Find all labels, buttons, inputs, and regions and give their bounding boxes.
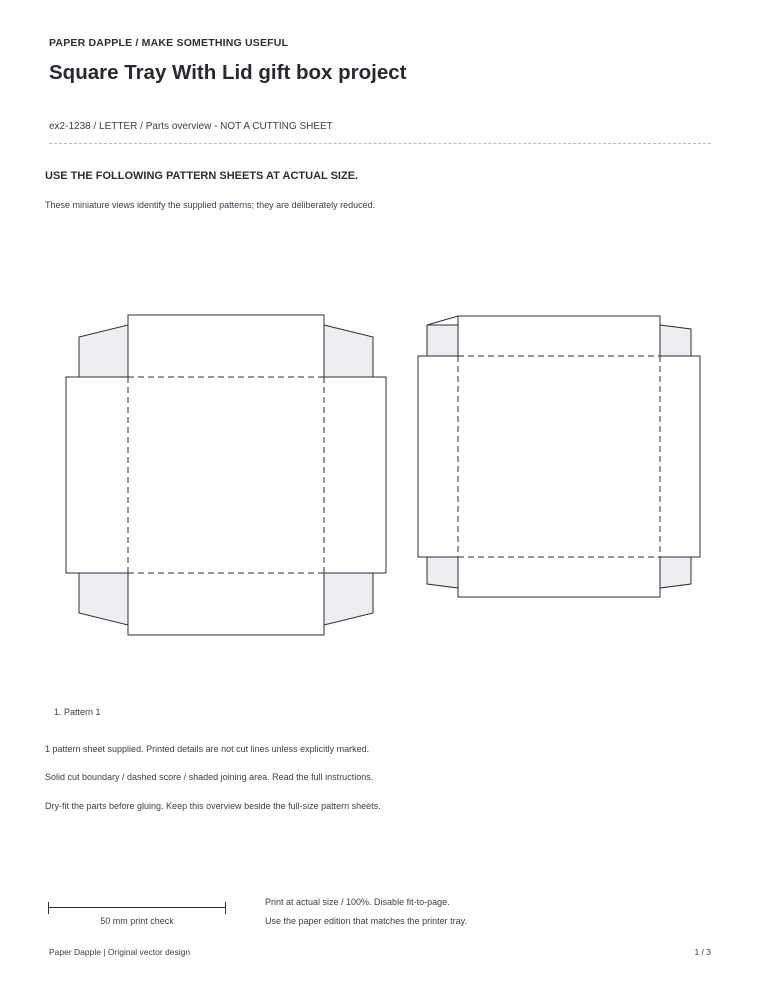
- footer-credit: Paper Dapple | Original vector design: [49, 947, 191, 957]
- note-dry-fit: Dry-fit the parts before gluing. Keep this overview beside the full-size pattern sheets.: [45, 801, 381, 811]
- brand-breadcrumb: PAPER DAPPLE / MAKE SOMETHING USEFUL: [49, 37, 289, 49]
- print-instruction-paper: Use the paper edition that matches the printer tray.: [265, 916, 467, 926]
- scale-bar: [48, 902, 226, 914]
- lid-glue-tab-bottom-right: [660, 557, 691, 588]
- note-sheets-supplied: 1 pattern sheet supplied. Printed details are not cut lines unless explicitly marked.: [45, 744, 370, 754]
- lid-cut-outline: [418, 316, 700, 597]
- lid-glue-tab-bottom-left: [427, 557, 458, 588]
- instruction-subnote: These miniature views identify the supplied patterns; they are deliberately reduced.: [45, 200, 376, 210]
- lid-pattern: [418, 316, 700, 597]
- tray-glue-tab-top-left: [79, 325, 128, 377]
- page-title: Square Tray With Lid gift box project: [49, 61, 407, 84]
- tray-pattern: [66, 315, 386, 635]
- page-number: 1 / 3: [694, 947, 711, 957]
- lid-glue-tab-top-right: [660, 325, 691, 356]
- scale-bar-label: 50 mm print check: [100, 916, 174, 926]
- tray-glue-tab-top-right: [324, 325, 373, 377]
- lid-glue-tab-top-left: [427, 325, 458, 356]
- note-line-legend: Solid cut boundary / dashed score / shaded joining area. Read the full instructions.: [45, 772, 374, 782]
- print-instruction-size: Print at actual size / 100%. Disable fit-to-page.: [265, 897, 450, 907]
- instruction-heading: USE THE FOLLOWING PATTERN SHEETS AT ACTUAL SIZE.: [45, 170, 359, 182]
- document-meta: ex2-1238 / LETTER / Parts overview - NOT A CUTTING SHEET: [49, 121, 333, 132]
- tray-glue-tab-bottom-right: [324, 573, 373, 625]
- tray-glue-tab-bottom-left: [79, 573, 128, 625]
- pattern-caption: 1. Pattern 1: [54, 707, 101, 717]
